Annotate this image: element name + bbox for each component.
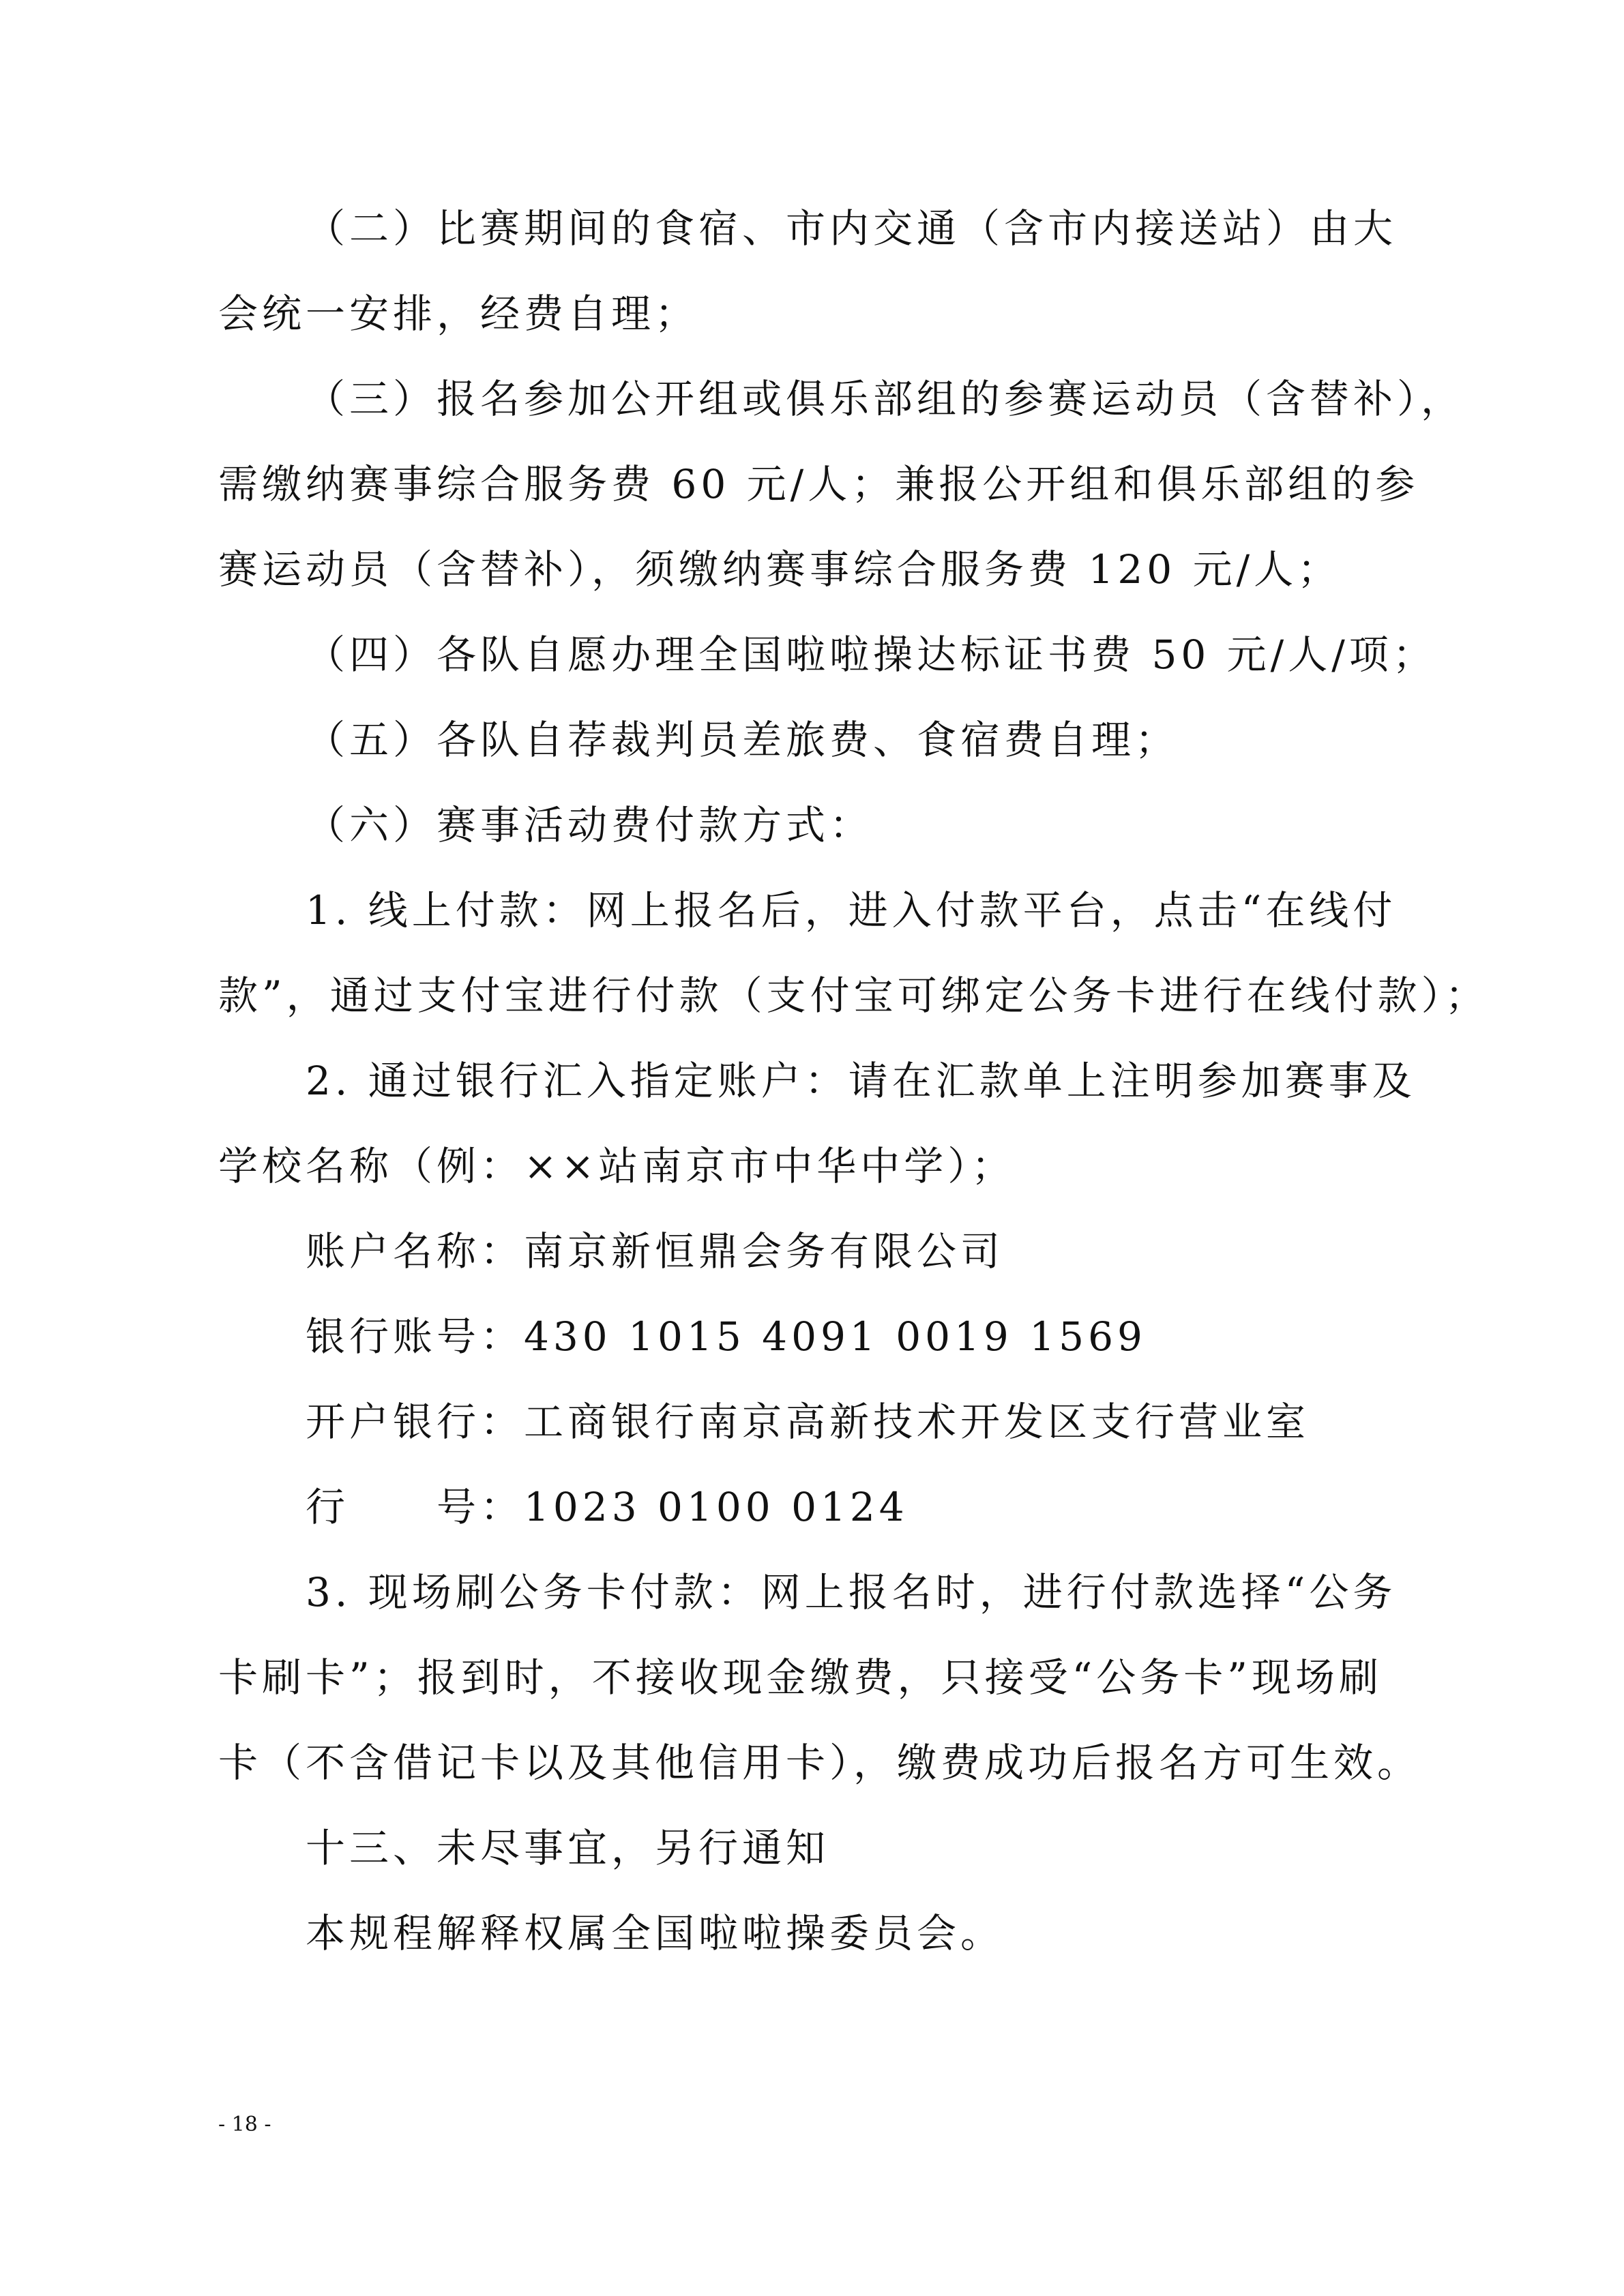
text-line: 1. 线上付款：网上报名后，进入付款平台，点击“在线付: [306, 887, 1397, 934]
section-heading: 十三、未尽事宜，另行通知: [306, 1825, 830, 1871]
text-line: （五）各队自荐裁判员差旅费、食宿费自理；: [306, 717, 1179, 763]
text-line: 卡刷卡”；报到时，不接收现金缴费，只接受“公务卡”现场刷: [218, 1654, 1383, 1701]
text-line: 2. 通过银行汇入指定账户：请在汇款单上注明参加赛事及: [306, 1058, 1416, 1104]
account-name: 账户名称：南京新恒鼎会务有限公司: [306, 1228, 1005, 1274]
text-line: 赛运动员（含替补），须缴纳赛事综合服务费 120 元/人；: [218, 546, 1342, 593]
page-number: - 18 -: [218, 2113, 271, 2136]
text-line: （二）比赛期间的食宿、市内交通（含市内接送站）由大: [306, 205, 1398, 252]
text-line: 会统一安排，经费自理；: [218, 290, 699, 337]
text-line: 需缴纳赛事综合服务费 60 元/人；兼报公开组和俱乐部组的参: [218, 461, 1419, 507]
text-line: 学校名称（例：××站南京市中华中学）；: [218, 1143, 1016, 1189]
bank-code: 行 号：1023 0100 0124: [306, 1484, 909, 1530]
text-line: 卡（不含借记卡以及其他信用卡），缴费成功后报名方可生效。: [218, 1740, 1421, 1786]
text-line: （三）报名参加公开组或俱乐部组的参赛运动员（含替补），: [306, 376, 1465, 422]
text-line: 款”，通过支付宝进行付款（支付宝可绑定公务卡进行在线付款）；: [218, 972, 1489, 1019]
text-line: 3. 现场刷公务卡付款：网上报名时，进行付款选择“公务: [306, 1569, 1397, 1615]
bank-name: 开户银行：工商银行南京高新技术开发区支行营业室: [306, 1399, 1310, 1445]
account-number: 银行账号：430 1015 4091 0019 1569: [306, 1313, 1147, 1360]
text-line: 本规程解释权属全国啦啦操委员会。: [306, 1910, 1005, 1956]
text-line: （六）赛事活动费付款方式：: [306, 802, 874, 848]
text-line: （四）各队自愿办理全国啦啦操达标证书费 50 元/人/项；: [306, 631, 1436, 678]
